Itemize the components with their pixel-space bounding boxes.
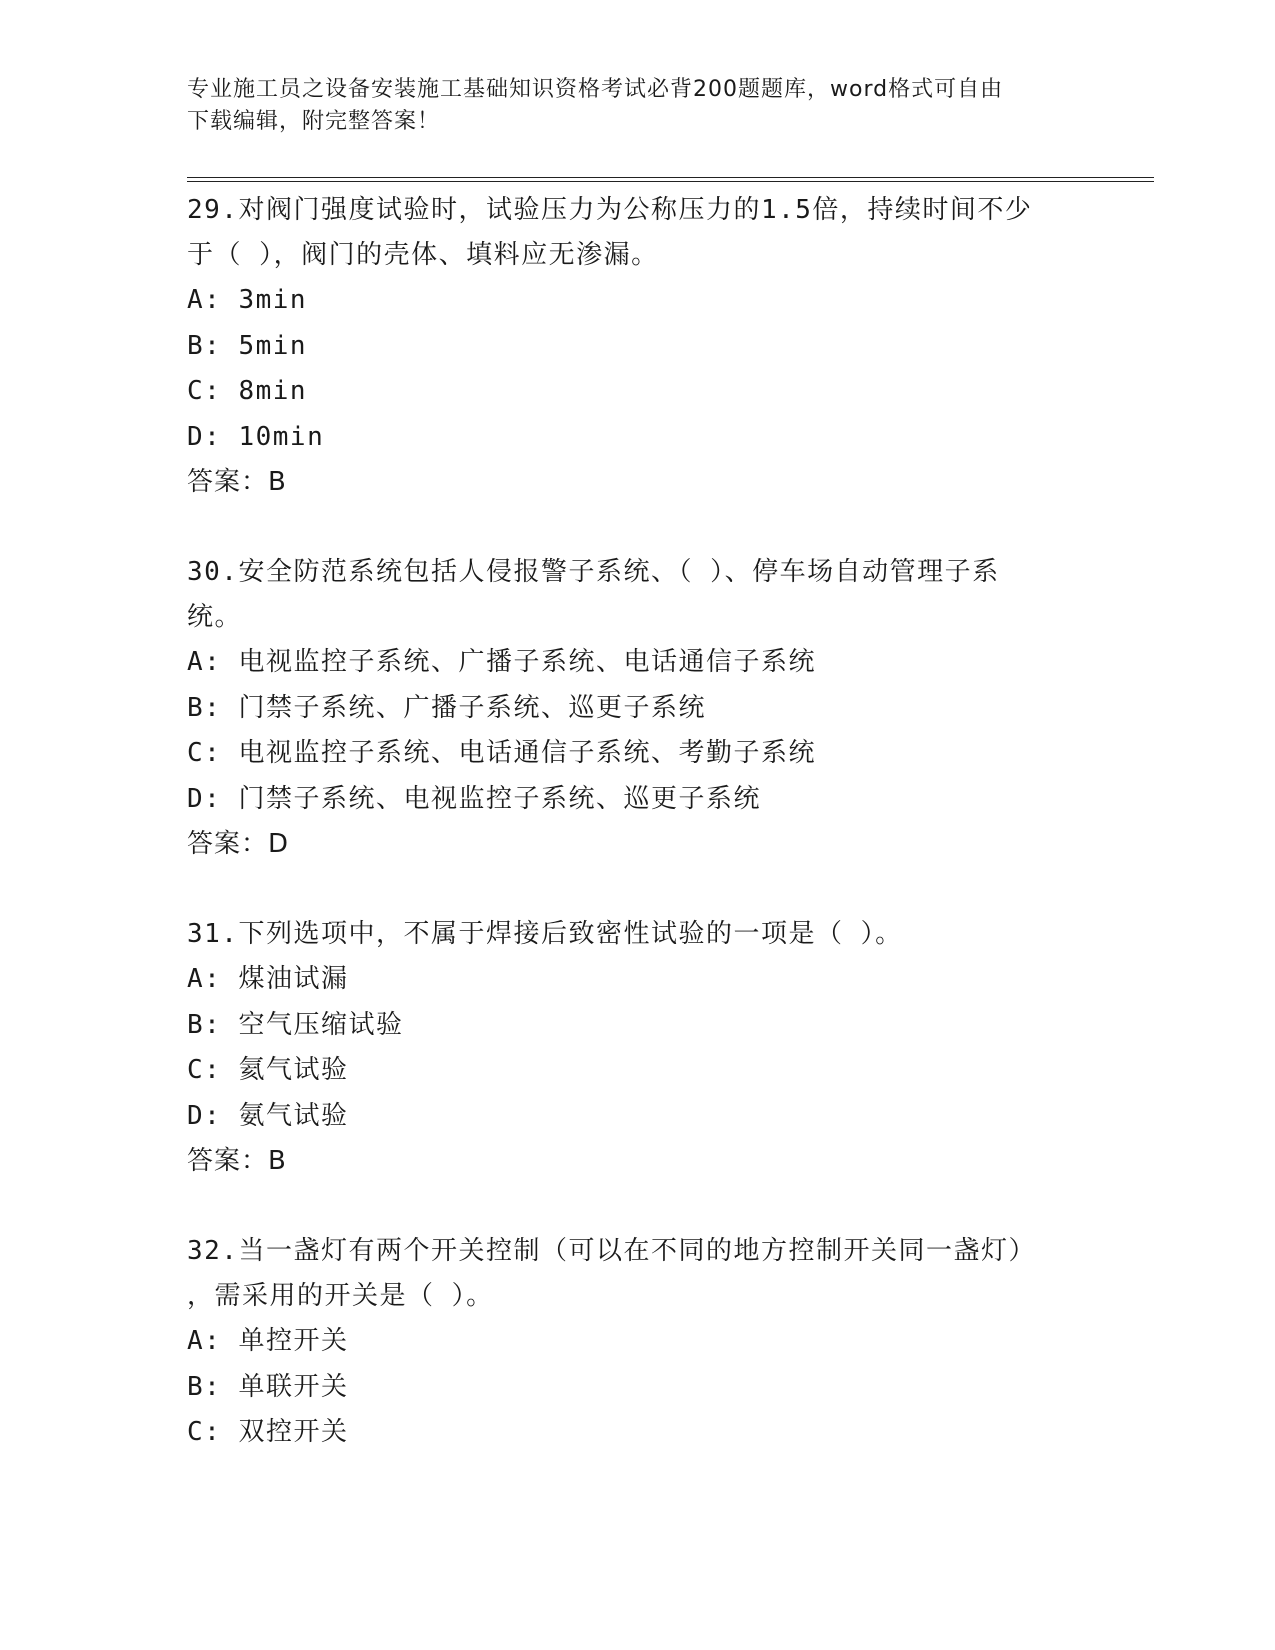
question-stem-line: 31.下列选项中，不属于焊接后致密性试验的一项是（ ）。 — [187, 919, 903, 949]
question-32 — [187, 1229, 1087, 1456]
option-d: D: 10min — [187, 421, 325, 452]
question-30 — [187, 550, 1087, 867]
option-a: A: 单控开关 — [187, 1326, 349, 1356]
option-b: B: 5min — [187, 330, 308, 361]
option-a: A: 电视监控子系统、广播子系统、电话通信子系统 — [187, 647, 816, 677]
answer: 答案：B — [187, 1146, 287, 1176]
header-divider — [187, 177, 1154, 182]
document-header — [187, 74, 1067, 138]
question-stem — [187, 550, 1087, 640]
option-c: C: 双控开关 — [187, 1417, 349, 1447]
question-stem-line: 统。 — [187, 602, 243, 632]
option-d: D: 门禁子系统、电视监控子系统、巡更子系统 — [187, 783, 761, 814]
question-stem-line: 32.当一盏灯有两个开关控制（可以在不同的地方控制开关同一盏灯） — [187, 1236, 1036, 1266]
option-c: C: 氦气试验 — [187, 1055, 349, 1085]
question-stem — [187, 912, 1087, 957]
question-stem-line: 30.安全防范系统包括人侵报警子系统、（ ）、停车场自动管理子系 — [187, 557, 1000, 587]
question-stem-line: 于（ ），阀门的壳体、填料应无渗漏。 — [187, 240, 659, 270]
question-stem — [187, 188, 1087, 278]
answer: 答案：D — [187, 829, 290, 859]
question-stem — [187, 1229, 1087, 1319]
option-b: B: 单联开关 — [187, 1371, 349, 1402]
header-line-2: 下载编辑，附完整答案！ — [187, 109, 441, 134]
option-a: A: 煤油试漏 — [187, 964, 349, 994]
option-c: C: 8min — [187, 376, 308, 406]
option-d: D: 氨气试验 — [187, 1100, 349, 1131]
option-b: B: 空气压缩试验 — [187, 1009, 404, 1040]
option-b: B: 门禁子系统、广播子系统、巡更子系统 — [187, 692, 706, 723]
question-31 — [187, 912, 1087, 1184]
option-c: C: 电视监控子系统、电话通信子系统、考勤子系统 — [187, 738, 816, 768]
header-line-1: 专业施工员之设备安装施工基础知识资格考试必背200题题库，word格式可自由 — [187, 77, 1004, 102]
option-a: A: 3min — [187, 285, 308, 315]
answer: 答案：B — [187, 467, 287, 497]
question-stem-line: 29.对阀门强度试验时，试验压力为公称压力的1.5倍，持续时间不少 — [187, 195, 1033, 225]
question-list — [187, 188, 1087, 1501]
question-29 — [187, 188, 1087, 505]
question-stem-line: ，需采用的开关是（ ）。 — [187, 1281, 494, 1311]
